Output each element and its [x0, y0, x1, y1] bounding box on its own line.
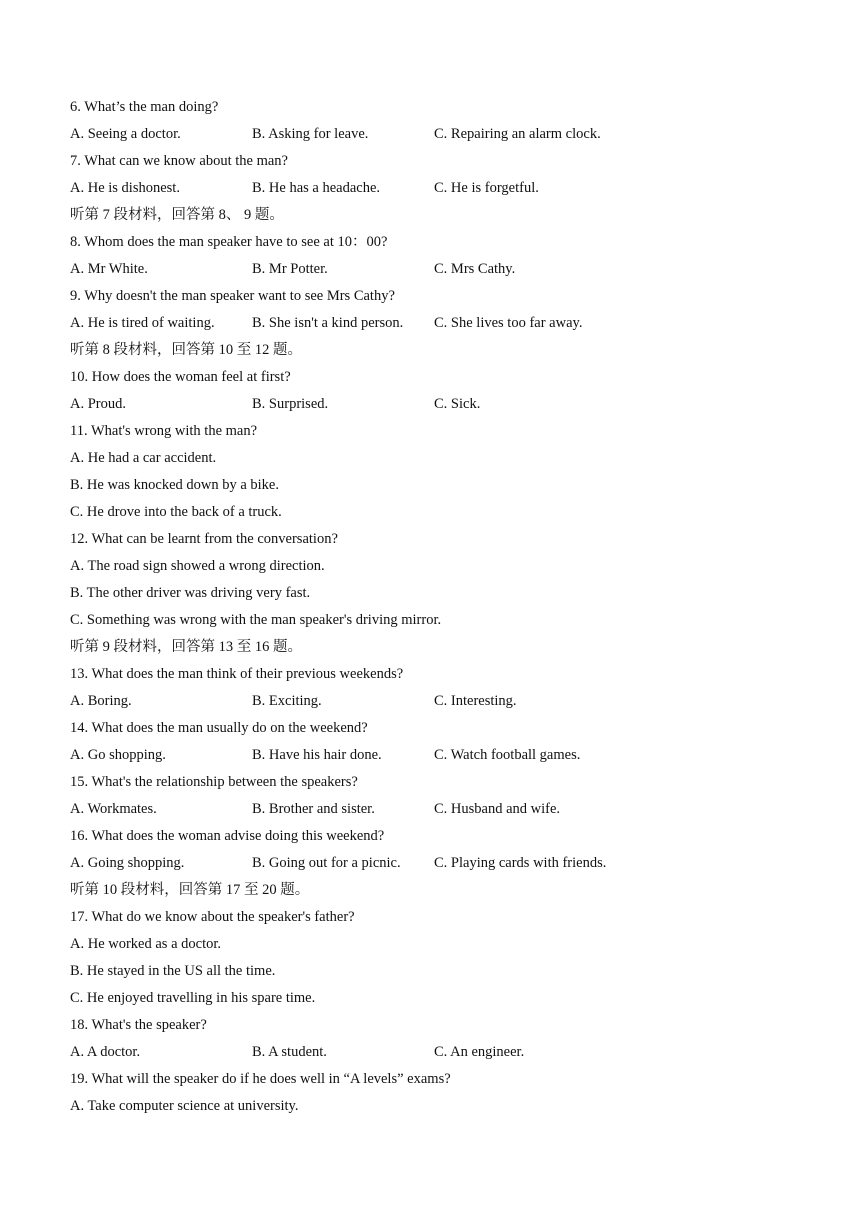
- option-c: C. Mrs Cathy.: [434, 261, 516, 277]
- question-line: 9. Why doesn't the man speaker want to see Mrs Cathy?: [70, 288, 395, 304]
- answer-options-row: [70, 391, 810, 418]
- option-b: B. He has a headache.: [252, 180, 381, 196]
- question-line: C. Something was wrong with the man speaker's driving mirror.: [70, 612, 442, 628]
- option-b: B. She isn't a kind person.: [252, 315, 404, 331]
- question-line: 19. What will the speaker do if he does well in “A levels” exams?: [70, 1071, 451, 1087]
- option-a: A. Mr White.: [70, 261, 148, 277]
- option-b: B. Have his hair done.: [252, 747, 382, 763]
- option-c: C. She lives too far away.: [434, 315, 583, 331]
- option-a: A. Workmates.: [70, 801, 157, 817]
- question-line: 13. What does the man think of their previous weekends?: [70, 666, 404, 682]
- option-a: A. Going shopping.: [70, 855, 185, 871]
- option-b: B. Mr Potter.: [252, 261, 328, 277]
- answer-options-row: [70, 256, 810, 283]
- option-c: C. He is forgetful.: [434, 180, 539, 196]
- option-b: B. Brother and sister.: [252, 801, 375, 817]
- option-a: A. He is dishonest.: [70, 180, 180, 196]
- question-line: 7. What can we know about the man?: [70, 153, 288, 169]
- option-b: B. Exciting.: [252, 693, 322, 709]
- section-instruction: 听第 10 段材料，回答第 17 至 20 题。: [70, 882, 310, 898]
- question-line: 11. What's wrong with the man?: [70, 423, 258, 439]
- option-c: C. Sick.: [434, 396, 481, 412]
- option-b: B. A student.: [252, 1044, 327, 1060]
- question-line: B. The other driver was driving very fast.: [70, 585, 311, 601]
- option-c: C. Repairing an alarm clock.: [434, 126, 601, 142]
- section-instruction: 听第 7 段材料，回答第 8、 9 题。: [70, 207, 284, 223]
- question-line: 6. What’s the man doing?: [70, 99, 219, 115]
- option-a: A. He is tired of waiting.: [70, 315, 215, 331]
- question-line: C. He drove into the back of a truck.: [70, 504, 282, 520]
- section-instruction: 听第 8 段材料，回答第 10 至 12 题。: [70, 342, 302, 358]
- question-line: 10. How does the woman feel at first?: [70, 369, 291, 385]
- question-line: B. He stayed in the US all the time.: [70, 963, 276, 979]
- answer-options-row: [70, 1039, 810, 1066]
- question-line: 8. Whom does the man speaker have to see at 10：00?: [70, 234, 388, 250]
- option-a: A. Seeing a doctor.: [70, 126, 181, 142]
- option-c: C. Watch football games.: [434, 747, 581, 763]
- option-c: C. Interesting.: [434, 693, 517, 709]
- question-line: 16. What does the woman advise doing this weekend?: [70, 828, 385, 844]
- question-line: B. He was knocked down by a bike.: [70, 477, 279, 493]
- option-b: B. Going out for a picnic.: [252, 855, 401, 871]
- question-line: A. Take computer science at university.: [70, 1098, 299, 1114]
- question-line: A. He had a car accident.: [70, 450, 217, 466]
- section-instruction: 听第 9 段材料，回答第 13 至 16 题。: [70, 639, 302, 655]
- option-a: A. Go shopping.: [70, 747, 166, 763]
- answer-options-row: [70, 742, 810, 769]
- option-c: C. Husband and wife.: [434, 801, 561, 817]
- option-a: A. Proud.: [70, 396, 126, 412]
- option-a: A. A doctor.: [70, 1044, 141, 1060]
- question-line: 14. What does the man usually do on the weekend?: [70, 720, 368, 736]
- document-page: [70, 94, 810, 1120]
- question-line: 18. What's the speaker?: [70, 1017, 207, 1033]
- question-line: 15. What's the relationship between the speakers?: [70, 774, 358, 790]
- answer-options-row: [70, 175, 810, 202]
- question-line: C. He enjoyed travelling in his spare time.: [70, 990, 316, 1006]
- question-line: A. The road sign showed a wrong direction.: [70, 558, 325, 574]
- option-a: A. Boring.: [70, 693, 132, 709]
- question-line: 17. What do we know about the speaker's father?: [70, 909, 355, 925]
- question-line: A. He worked as a doctor.: [70, 936, 221, 952]
- option-c: C. Playing cards with friends.: [434, 855, 607, 871]
- option-c: C. An engineer.: [434, 1044, 525, 1060]
- answer-options-row: [70, 121, 810, 148]
- question-line: 12. What can be learnt from the conversation?: [70, 531, 338, 547]
- answer-options-row: [70, 796, 810, 823]
- answer-options-row: [70, 850, 810, 877]
- answer-options-row: [70, 688, 810, 715]
- answer-options-row: [70, 310, 810, 337]
- option-b: B. Surprised.: [252, 396, 329, 412]
- option-b: B. Asking for leave.: [252, 126, 369, 142]
